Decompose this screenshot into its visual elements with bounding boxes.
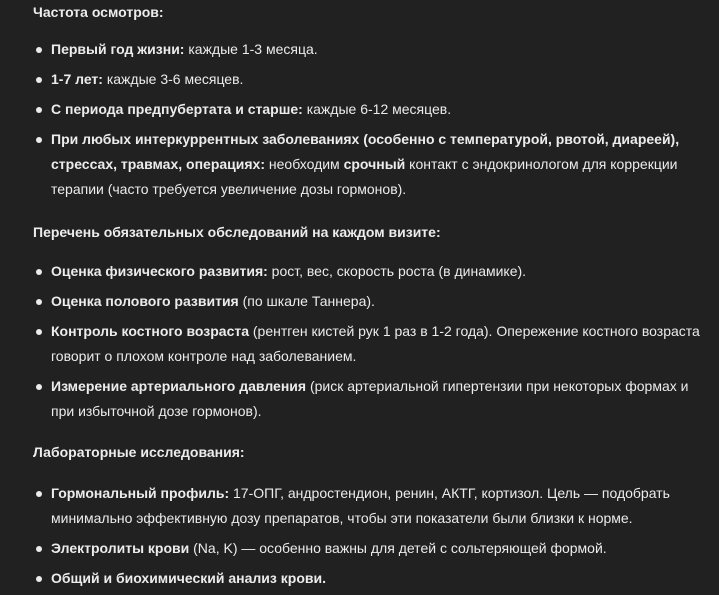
item-text: каждые 1-3 месяца. <box>184 41 318 57</box>
item-text: каждые 3-6 месяцев. <box>102 71 244 87</box>
section-heading: Частота осмотров: <box>33 4 164 20</box>
list-item <box>33 127 709 202</box>
item-text-cont: контакт с эндокринологом для коррекции терапии (часто требуется увеличение дозы гормонов). <box>51 156 678 197</box>
item-label: Контроль костного возраста <box>51 323 249 339</box>
section-exam-frequency <box>33 0 709 25</box>
item-label: Гормональный профиль: <box>51 485 230 501</box>
list-item <box>33 97 709 122</box>
list-item <box>33 566 709 591</box>
item-label: 1-7 лет: <box>51 71 103 87</box>
item-label: Общий и биохимический анализ крови. <box>51 570 326 586</box>
list-item <box>33 536 709 561</box>
item-text: (по шкале Таннера). <box>238 293 375 309</box>
item-text: рост, вес, скорость роста (в динамике). <box>267 263 527 279</box>
section-mandatory-exams <box>33 220 709 245</box>
item-label: Электролиты крови <box>51 540 190 556</box>
list-item <box>33 259 709 284</box>
item-text: (рентген кистей рук 1 раз в 1-2 года). Опережение костного возраста говорит о плохом контроле над заболеванием. <box>51 323 700 364</box>
item-text: 17-ОПГ, андростендион, ренин, АКТГ, кортизол. Цель — подобрать минимально эффективную дозу препаратов, чтобы эти показатели были близки к норме. <box>51 485 670 526</box>
section-lab-tests <box>33 440 709 465</box>
section-heading: Лабораторные исследования: <box>33 444 245 460</box>
item-label: Оценка полового развития <box>51 293 239 309</box>
lab-tests-list <box>33 481 709 591</box>
mandatory-exams-list <box>33 259 709 424</box>
item-text: (риск артериальной гипертензии при некоторых формах и при избыточной дозе гормонов). <box>51 378 689 419</box>
item-text: (Na, K) — особенно важны для детей с сольтеряющей формой. <box>189 540 607 556</box>
item-text: необходим <box>265 156 344 172</box>
section-heading: Перечень обязательных обследований на каждом визите: <box>33 224 441 240</box>
item-emphasis: срочный <box>343 156 406 172</box>
list-item <box>33 481 709 531</box>
exam-frequency-list <box>33 37 709 202</box>
list-item <box>33 67 709 92</box>
item-label: Измерение артериального давления <box>51 378 307 394</box>
list-item <box>33 289 709 314</box>
item-label: При любых интеркуррентных заболеваниях (особенно с температурой, рвотой, диареей), стрессах, травмах, операциях: <box>51 131 680 172</box>
item-label: Первый год жизни: <box>51 41 185 57</box>
list-item <box>33 37 709 62</box>
item-label: Оценка физического развития: <box>51 263 268 279</box>
item-label: С периода предпубертата и старше: <box>51 101 303 117</box>
list-item <box>33 374 709 424</box>
item-text: каждые 6-12 месяцев. <box>302 101 452 117</box>
list-item <box>33 319 709 369</box>
